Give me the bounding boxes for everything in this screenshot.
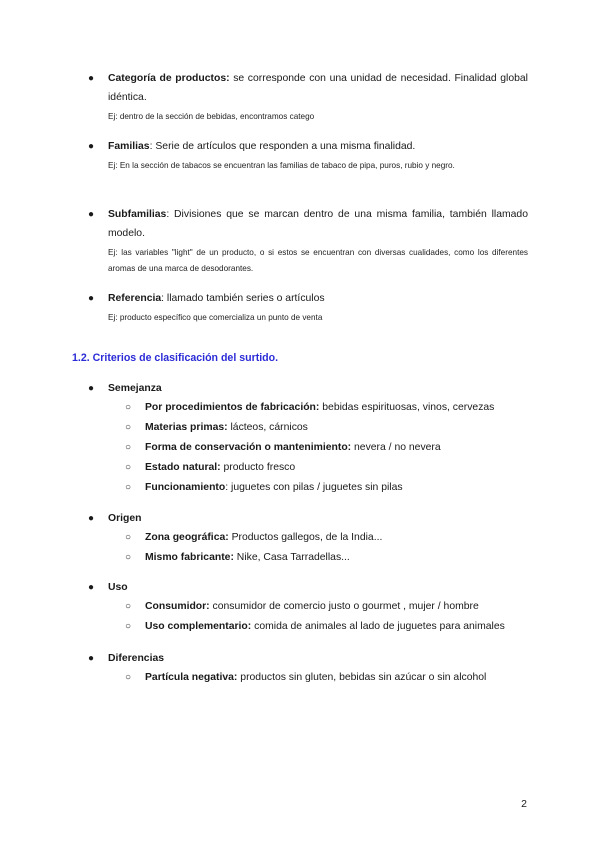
- sub-bullet-icon: ○: [125, 482, 132, 493]
- item-label: Zona geográfica:: [145, 532, 229, 543]
- item-label: Consumidor:: [145, 601, 210, 612]
- criterion-item: [125, 438, 528, 458]
- definition-text: [108, 137, 528, 156]
- item-text: lácteos, cárnicos: [227, 422, 308, 433]
- definition-description: : Divisiones que se marcan dentro de una misma familia, también llamado modelo.: [108, 209, 528, 239]
- definition-example: Ej: dentro de la sección de bebidas, encontramos catego: [108, 112, 315, 121]
- definition-description: : llamado también series o artículos: [161, 293, 325, 304]
- criterion-diferencias: [88, 650, 528, 688]
- item-text: Nike, Casa Tarradellas...: [233, 552, 350, 563]
- item-label: Forma de conservación o mantenimiento:: [145, 442, 352, 453]
- criterion-item: [125, 458, 528, 478]
- bullet-icon: ●: [88, 73, 95, 84]
- definition-referencia: [88, 289, 528, 326]
- definition-description: : Serie de artículos que responden a una misma finalidad.: [149, 141, 416, 152]
- definition-subfamilias: [88, 205, 528, 277]
- criterion-item: [125, 597, 528, 617]
- sub-bullet-icon: ○: [125, 422, 132, 433]
- definition-categoria: [88, 69, 528, 125]
- sub-bullet-icon: ○: [125, 601, 132, 612]
- definition-description: se corresponde con una unidad de necesidad. Finalidad global idéntica.: [108, 73, 528, 103]
- definition-text: [108, 69, 528, 107]
- bullet-icon: ●: [88, 582, 95, 593]
- criterion-item: [125, 398, 528, 418]
- criterion-semejanza: [88, 380, 528, 498]
- item-label: Uso complementario:: [145, 621, 252, 632]
- sub-bullet-icon: ○: [125, 672, 132, 683]
- sub-bullet-icon: ○: [125, 552, 132, 563]
- definition-example: Ej: producto específico que comercializa un punto de venta: [108, 313, 323, 322]
- definition-familias: [88, 137, 528, 174]
- definition-example: Ej: las variables "light" de un producto, o si estos se encuentran con diversas cualidades, como los diferentes aromas de una marca de desodorantes.: [108, 248, 528, 273]
- sub-bullet-icon: ○: [125, 442, 132, 453]
- sub-bullet-icon: ○: [125, 532, 132, 543]
- definition-text: [108, 205, 528, 243]
- criterion-origen: [88, 510, 528, 568]
- criterion-item: [125, 668, 528, 688]
- definition-example: Ej: En la sección de tabacos se encuentran las familias de tabaco de pipa, puros, rubio y negro.: [108, 161, 455, 170]
- definition-term: Familias: [108, 141, 150, 152]
- item-text: comida de animales al lado de juguetes para animales: [251, 621, 505, 632]
- item-text: producto fresco: [220, 462, 296, 473]
- bullet-icon: ●: [88, 513, 95, 524]
- item-label: Estado natural:: [145, 462, 221, 473]
- definition-text: [108, 289, 528, 308]
- item-text: : juguetes con pilas / juguetes sin pilas: [225, 482, 403, 493]
- criterion-title: Semejanza: [108, 383, 162, 394]
- criterion-item: [125, 617, 528, 637]
- item-text: productos sin gluten, bebidas sin azúcar o sin alcohol: [237, 672, 487, 683]
- criterion-title: Diferencias: [108, 653, 165, 664]
- item-text: Productos gallegos, de la India...: [228, 532, 383, 543]
- section-heading: 1.2. Criterios de clasificación del surtido.: [72, 352, 279, 364]
- criterion-title: Origen: [108, 513, 142, 524]
- bullet-icon: ●: [88, 141, 95, 152]
- definition-term: Referencia: [108, 293, 162, 304]
- item-text: bebidas espirituosas, vinos, cervezas: [319, 402, 495, 413]
- criterion-title: Uso: [108, 582, 128, 593]
- sub-bullet-icon: ○: [125, 462, 132, 473]
- item-label: Materias primas:: [145, 422, 228, 433]
- bullet-icon: ●: [88, 383, 95, 394]
- definition-term: Subfamilias: [108, 209, 167, 220]
- criterion-item: [125, 548, 528, 568]
- bullet-icon: ●: [88, 209, 95, 220]
- definition-term: Categoría de productos:: [108, 73, 230, 84]
- sub-bullet-icon: ○: [125, 621, 132, 632]
- criterion-item: [125, 528, 528, 548]
- item-text: nevera / no nevera: [351, 442, 441, 453]
- bullet-icon: ●: [88, 653, 95, 664]
- item-label: Funcionamiento: [145, 482, 226, 493]
- item-label: Partícula negativa:: [145, 672, 238, 683]
- item-text: consumidor de comercio justo o gourmet , mujer / hombre: [209, 601, 479, 612]
- item-label: Por procedimientos de fabricación:: [145, 402, 320, 413]
- sub-bullet-icon: ○: [125, 402, 132, 413]
- page-number: 2: [521, 798, 527, 810]
- item-label: Mismo fabricante:: [145, 552, 234, 563]
- criterion-item: [125, 418, 528, 438]
- bullet-icon: ●: [88, 293, 95, 304]
- criterion-item: [125, 478, 528, 498]
- criterion-uso: [88, 579, 528, 637]
